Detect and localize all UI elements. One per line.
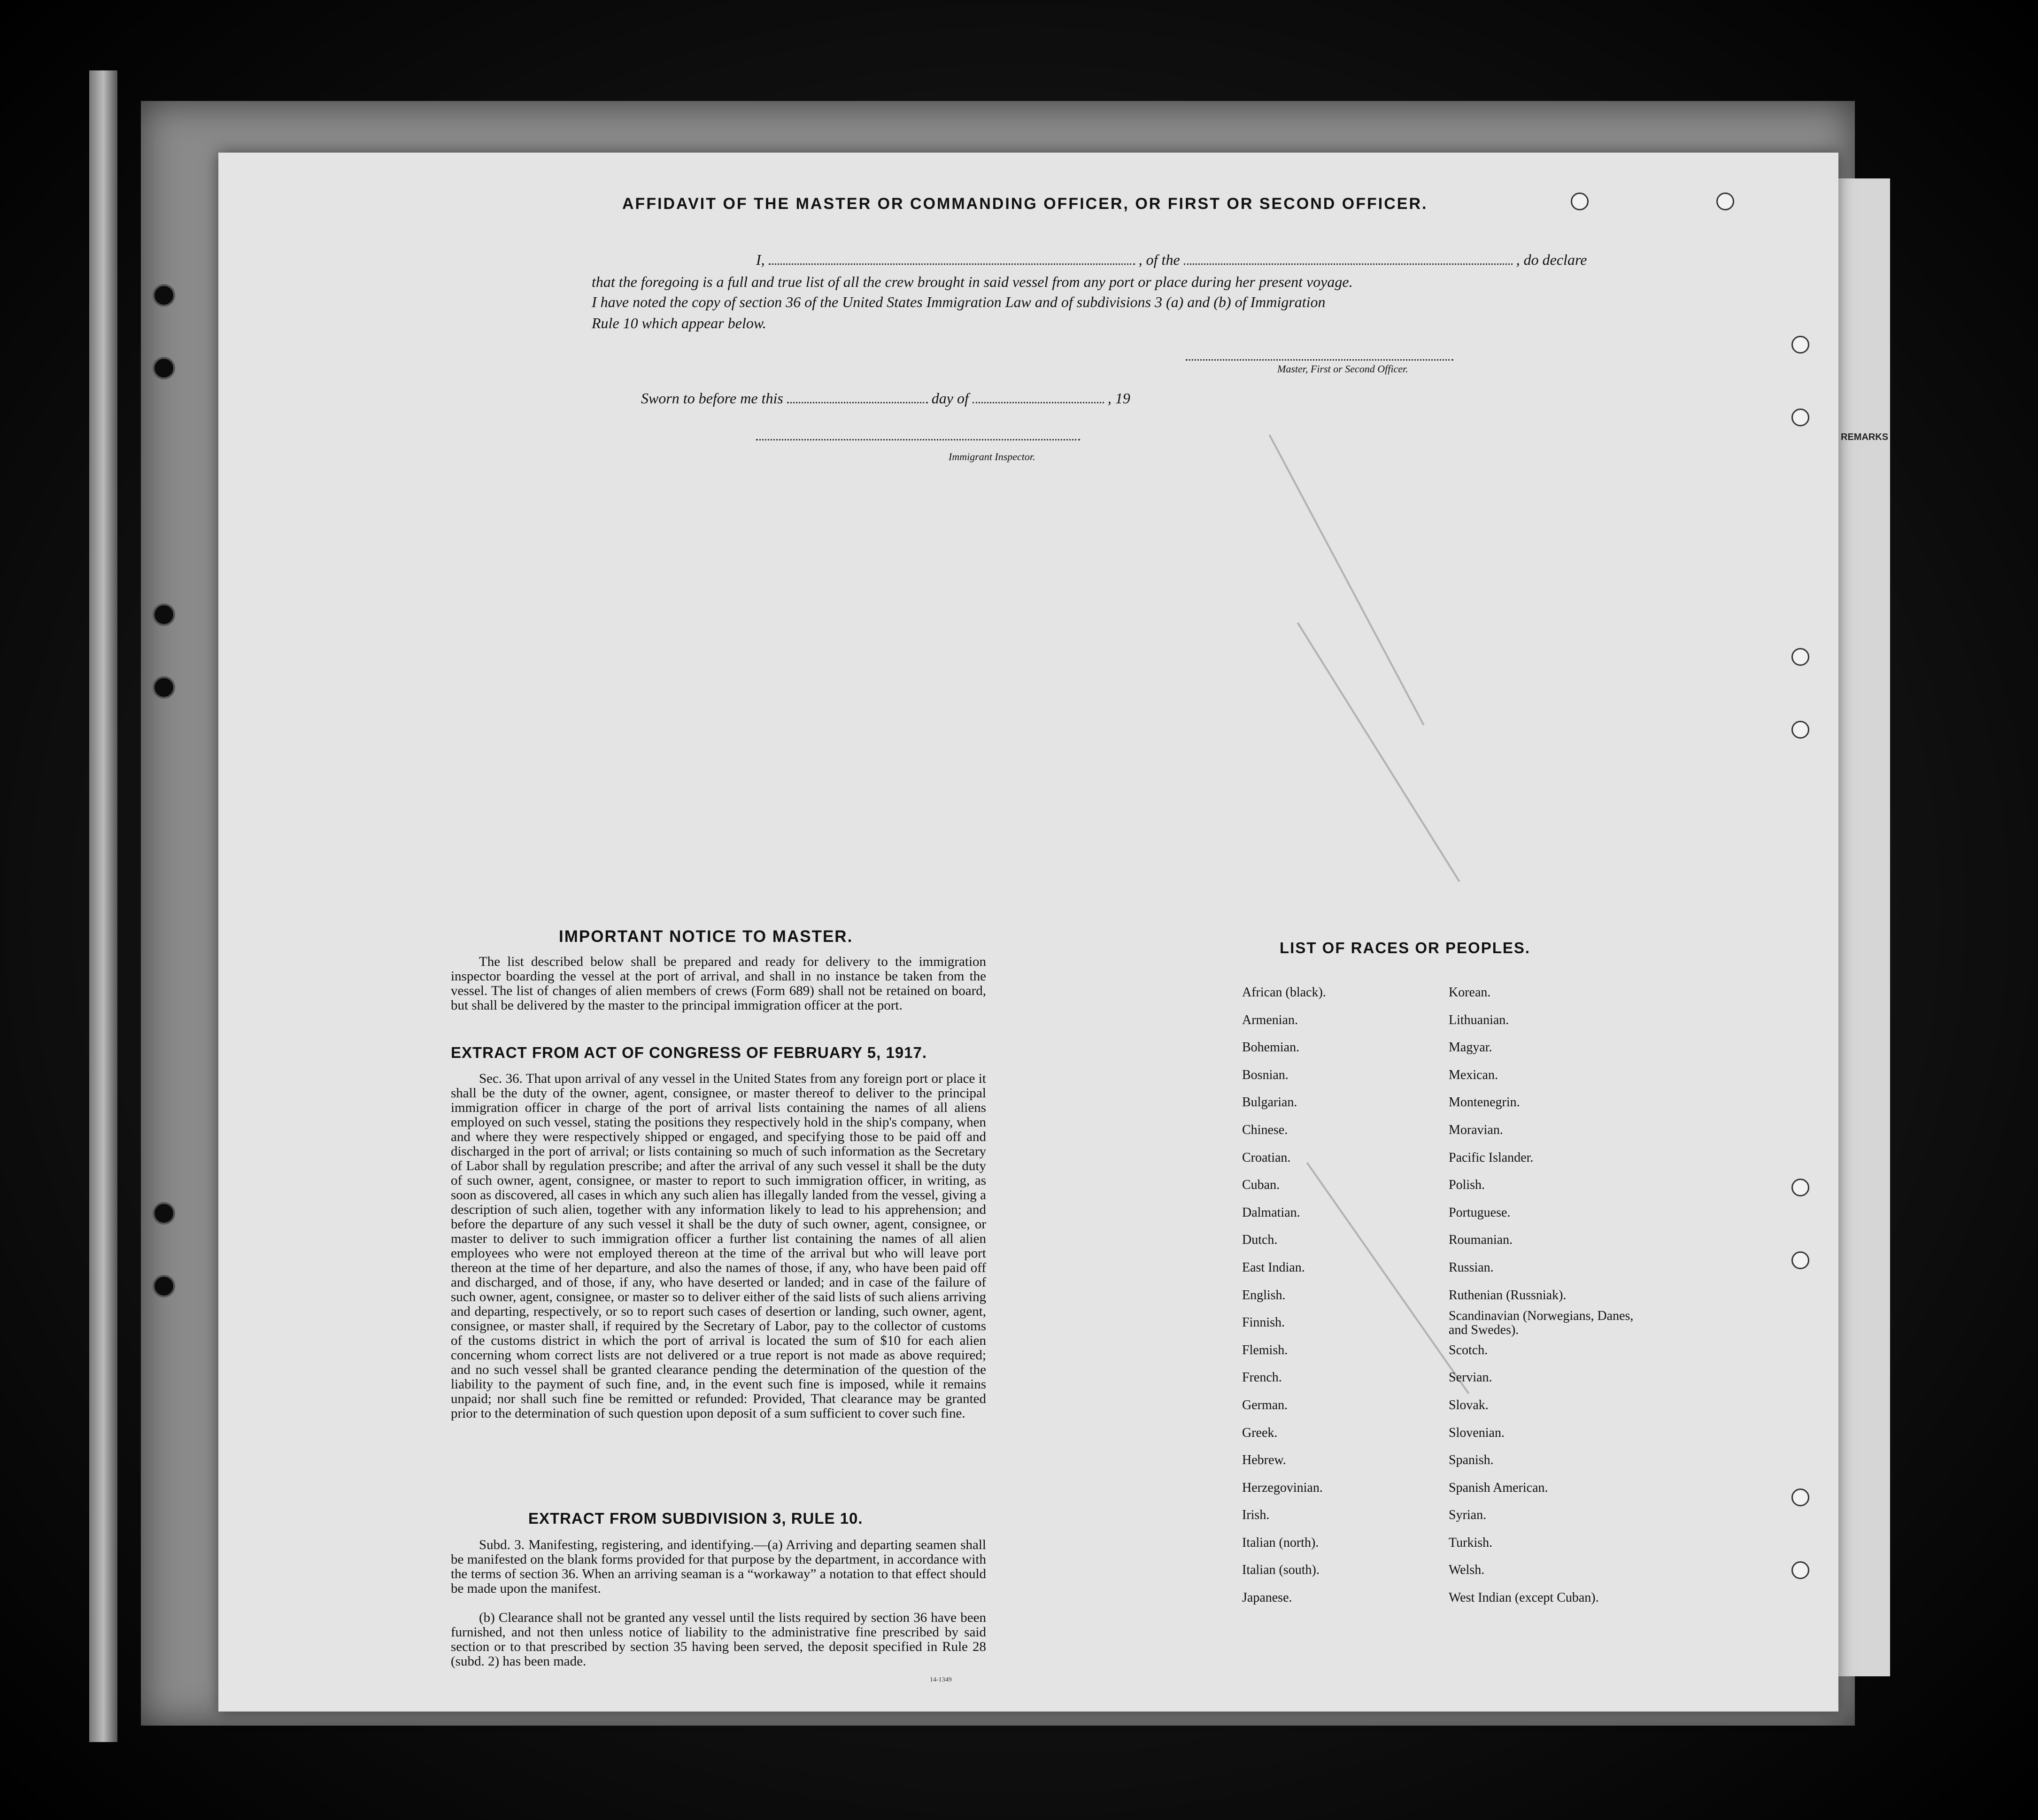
- race-item: Bosnian.: [1242, 1067, 1289, 1082]
- race-item: Polish.: [1449, 1178, 1485, 1193]
- form-code: 14-1349: [930, 1676, 952, 1683]
- binder-hole-icon: [153, 357, 175, 379]
- race-item: Herzegovinian.: [1242, 1480, 1323, 1495]
- notice-body: The list described below shall be prepared and ready for delivery to the immigration inspector boarding the vessel at the port of arrival, and shall in no instance be taken from the vessel. The list of changes of alien members of crews (Form 689) shall not be retained on board, but shall be delivered by the master to the principal immigration officer at the port.: [451, 954, 986, 1013]
- manifest-sheet: [218, 153, 1838, 1712]
- race-item: Bulgarian.: [1242, 1095, 1297, 1110]
- race-item: Greek.: [1242, 1425, 1278, 1440]
- race-item: Magyar.: [1449, 1040, 1492, 1055]
- officer-signature-field[interactable]: [1186, 359, 1453, 361]
- binding-edge: [89, 70, 117, 1742]
- race-item: Welsh.: [1449, 1563, 1485, 1578]
- race-item: Lithuanian.: [1449, 1012, 1509, 1027]
- races-title: LIST OF RACES OR PEOPLES.: [1280, 939, 1531, 956]
- punch-hole-icon: [1791, 721, 1809, 739]
- race-item: Croatian.: [1242, 1150, 1291, 1165]
- master-name-field[interactable]: [769, 263, 1135, 265]
- rule-extract-title: EXTRACT FROM SUBDIVISION 3, RULE 10.: [528, 1510, 863, 1527]
- race-item: English.: [1242, 1288, 1286, 1303]
- binder-hole-icon: [153, 1275, 175, 1297]
- race-item: Pacific Islander.: [1449, 1150, 1534, 1165]
- race-item: Armenian.: [1242, 1012, 1298, 1027]
- race-item: Mexican.: [1449, 1067, 1498, 1082]
- race-item: Scandinavian (Norwegians, Danes, and Swedes).: [1449, 1309, 1634, 1338]
- race-item: Hebrew.: [1242, 1453, 1286, 1468]
- vessel-name-field[interactable]: [1184, 263, 1513, 265]
- race-item: Japanese.: [1242, 1590, 1292, 1605]
- race-item: Italian (south).: [1242, 1563, 1320, 1578]
- act-extract-body: Sec. 36. That upon arrival of any vessel in the United States from any foreign port or place it shall be the duty of the owner, agent, consignee, or master thereof to deliver to the principal immigration officer in charge of the port of arrival lists containing the names of all aliens employed on such vessel, stating the positions they respectively hold in the ship's company, when and where they were respectively shipped or engaged, and specifying those to be paid off and discharged in the port of arrival; or lists containing so much of such information as the Secretary of Labor shall by regulation prescribe; and after the arrival of any such vessel it shall be the duty of such owner, agent, consignee, or master to report to such immigration officer, in writing, as soon as discovered, all cases in which any such alien has illegally landed from the vessel, giving a description of such alien, together with any information likely to lead to his apprehension; and before the departure of any such vessel it shall be the duty of such owner, agent, consignee, or master to deliver to such immigration officer a further list containing the names of all alien employees who were not employed thereon at the time of the arrival but who will leave port thereon at the time of her departure, and also the names of those, if any, who have been paid off and discharged, and of those, if any, who have deserted or landed; and in case of the failure of such owner, agent, consignee, or master so to deliver either of the said lists of such aliens arriving and departing, respectively, or so to report such cases of desertion or landing, such owner, agent, consignee, or master shall, if required by the Secretary of Labor, pay to the collector of customs of the customs district in which the port of arrival is located the sum of $10 for each alien concerning whom correct lists are not delivered or a true report is not made as above required; and no such vessel shall be granted clearance pending the determination of the question of the liability to the payment of such fine, and, in the event such fine is imposed, while it remains unpaid; nor shall such fine be remitted or refunded: Provided, That clearance may be granted prior to the determination of such question upon deposit of a sum sufficient to cover such fine.: [451, 1071, 986, 1421]
- race-item: African (black).: [1242, 985, 1326, 1000]
- race-item: French.: [1242, 1370, 1282, 1385]
- binder-hole-icon: [153, 284, 175, 307]
- punch-hole-icon: [1791, 409, 1809, 426]
- rule-extract-para-a: Subd. 3. Manifesting, registering, and identifying.—(a) Arriving and departing seamen shall be manifested on the blank forms provided for that purpose by the department, in accordance with the terms of section 36. When an arriving seaman is a “workaway” a notation to that effect should be made upon the manifest.: [451, 1537, 986, 1596]
- race-item: Spanish.: [1449, 1453, 1494, 1468]
- race-item: East Indian.: [1242, 1260, 1305, 1275]
- race-item: Dutch.: [1242, 1233, 1278, 1248]
- race-item: Portuguese.: [1449, 1205, 1511, 1220]
- race-item: West Indian (except Cuban).: [1449, 1590, 1599, 1605]
- underlying-sheet-edge: [1838, 178, 1890, 1676]
- race-item: Cuban.: [1242, 1178, 1280, 1193]
- sworn-prefix: Sworn to before me this: [641, 390, 783, 407]
- race-item: Russian.: [1449, 1260, 1494, 1275]
- race-item: Finnish.: [1242, 1315, 1285, 1330]
- punch-hole-icon: [1791, 1488, 1809, 1506]
- affidavit-title: AFFIDAVIT OF THE MASTER OR COMMANDING OFFICER, OR FIRST OR SECOND OFFICER.: [622, 195, 1428, 213]
- affidavit-line3: I have noted the copy of section 36 of the United States Immigration Law and of subdivisions 3 (a) and (b) of Immigration: [592, 293, 1326, 310]
- pencil-stroke: [1306, 1162, 1469, 1394]
- race-item: German.: [1242, 1397, 1288, 1412]
- race-item: Italian (north).: [1242, 1535, 1319, 1550]
- race-item: Syrian.: [1449, 1508, 1487, 1523]
- sworn-month-field[interactable]: [973, 402, 1104, 403]
- sworn-year: , 19: [1107, 390, 1130, 407]
- affidavit-line2: that the foregoing is a full and true list of all the crew brought in said vessel from any port or place during her present voyage.: [592, 273, 1353, 290]
- race-item: Montenegrin.: [1449, 1095, 1520, 1110]
- notice-title: IMPORTANT NOTICE TO MASTER.: [559, 927, 853, 946]
- punch-hole-icon: [1571, 193, 1589, 210]
- race-item: Moravian.: [1449, 1122, 1503, 1137]
- remarks-edge-label: REMARKS: [1841, 432, 1889, 442]
- binder-hole-icon: [153, 603, 175, 626]
- race-item: Irish.: [1242, 1508, 1270, 1523]
- race-item: Chinese.: [1242, 1122, 1288, 1137]
- race-item: Spanish American.: [1449, 1480, 1548, 1495]
- races-left-column: [1242, 979, 1326, 1612]
- race-item: Dalmatian.: [1242, 1205, 1300, 1220]
- race-item: Turkish.: [1449, 1535, 1493, 1550]
- affidavit-of-the-label: , of the: [1138, 251, 1180, 268]
- race-item: Flemish.: [1242, 1342, 1288, 1357]
- punch-hole-icon: [1791, 1251, 1809, 1269]
- sworn-day-field[interactable]: [787, 402, 928, 403]
- race-item: Bohemian.: [1242, 1040, 1300, 1055]
- inspector-signature-field[interactable]: [756, 439, 1080, 440]
- race-item: Slovak.: [1449, 1397, 1489, 1412]
- inspector-label: Immigrant Inspector.: [949, 451, 1035, 463]
- races-right-column: [1449, 979, 1646, 1612]
- affidavit-do-declare-label: , do declare: [1516, 251, 1587, 268]
- binder-hole-icon: [153, 676, 175, 699]
- race-item: Roumanian.: [1449, 1233, 1513, 1248]
- affidavit-i-label: I,: [756, 251, 765, 268]
- punch-hole-icon: [1791, 1179, 1809, 1196]
- race-item: Korean.: [1449, 985, 1491, 1000]
- punch-hole-icon: [1716, 193, 1734, 210]
- pencil-stroke: [1268, 434, 1424, 725]
- pencil-stroke: [1297, 622, 1460, 882]
- race-item: Ruthenian (Russniak).: [1449, 1288, 1567, 1303]
- affidavit-line1: [756, 251, 1587, 269]
- affidavit-line4: Rule 10 which appear below.: [592, 315, 766, 332]
- act-extract-title: EXTRACT FROM ACT OF CONGRESS OF FEBRUARY 5, 1917.: [451, 1044, 927, 1061]
- rule-extract-para-b: (b) Clearance shall not be granted any vessel until the lists required by section 36 have been furnished, and not then unless notice of liability to the administrative fine prescribed by said section or to that prescribed by section 35 having been served, the deposit specified in Rule 28 (subd. 2) has been made.: [451, 1610, 986, 1669]
- punch-hole-icon: [1791, 336, 1809, 354]
- punch-hole-icon: [1791, 1561, 1809, 1579]
- punch-hole-icon: [1791, 648, 1809, 666]
- sworn-day-of: day of: [931, 390, 969, 407]
- race-item: Slovenian.: [1449, 1425, 1505, 1440]
- binder-hole-icon: [153, 1202, 175, 1225]
- race-item: Scotch.: [1449, 1342, 1488, 1357]
- sworn-line: [641, 390, 1130, 407]
- signature-label: Master, First or Second Officer.: [1277, 363, 1408, 375]
- race-item: Servian.: [1449, 1370, 1492, 1385]
